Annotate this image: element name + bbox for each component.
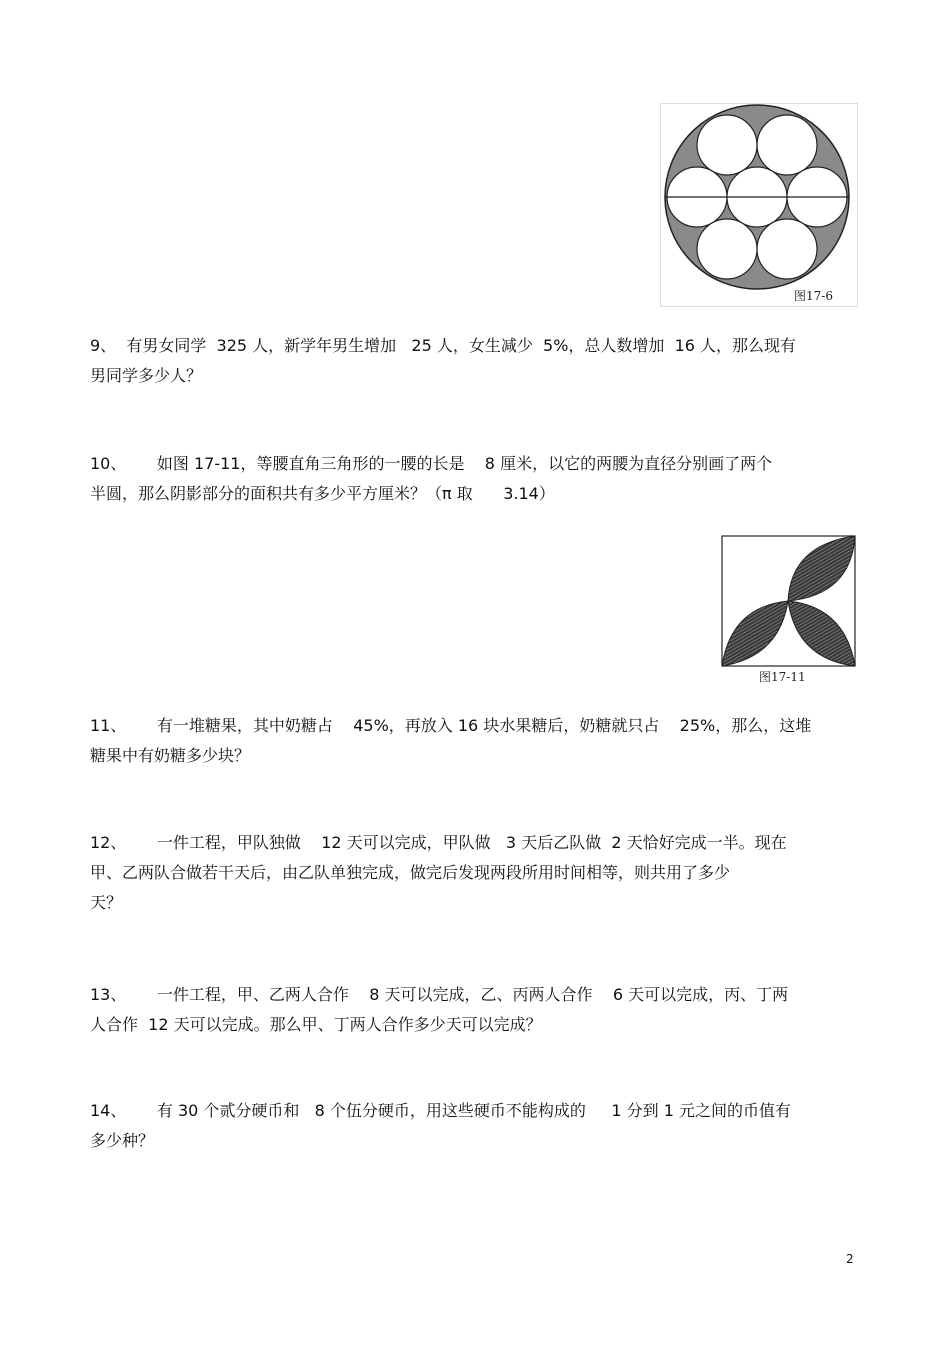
question-14-line-1: 14、 有 30 个贰分硬币和 8 个伍分硬币，用这些硬币不能构成的 1 分到 1 元之间的币值有	[90, 1101, 791, 1120]
figure-17-6-drawing	[660, 103, 858, 307]
question-11-line-1: 11、 有一堆糖果，其中奶糖占 45%，再放入 16 块水果糖后，奶糖就只占 25%，那么，这堆	[90, 716, 812, 735]
question-10	[90, 449, 860, 509]
question-13-line-2: 人合作 12 天可以完成。那么甲、丁两人合作多少天可以完成？	[90, 1015, 542, 1034]
question-13	[90, 980, 860, 1040]
question-13-line-1: 13、 一件工程，甲、乙两人合作 8 天可以完成，乙、丙两人合作 6 天可以完成，丙、丁两	[90, 985, 789, 1004]
page-number: 2	[846, 1252, 854, 1266]
figure-17-11-drawing	[721, 535, 858, 685]
figure-17-6-caption: 图17-6	[794, 289, 833, 303]
question-11	[90, 711, 860, 771]
figure-17-11	[721, 535, 858, 685]
question-14	[90, 1096, 860, 1156]
figure-17-11-caption: 图17-11	[759, 670, 806, 684]
question-12-line-2: 甲、乙两队合做若干天后，由乙队单独完成，做完后发现两段所用时间相等，则共用了多少	[90, 863, 731, 882]
question-9-line-2: 男同学多少人？	[90, 366, 203, 385]
question-12-line-1: 12、 一件工程，甲队独做 12 天可以完成，甲队做 3 天后乙队做 2 天恰好完成一半。现在	[90, 833, 787, 852]
figure-17-6	[660, 103, 858, 307]
question-9	[90, 331, 860, 391]
question-10-line-1: 10、 如图 17-11，等腰直角三角形的一腰的长是 8 厘米，以它的两腰为直径分别画了两个	[90, 454, 773, 473]
question-12-line-3: 天？	[90, 893, 123, 912]
question-9-line-1: 9、 有男女同学 325 人，新学年男生增加 25 人，女生减少 5%，总人数增加 16 人，那么现有	[90, 336, 797, 355]
question-14-line-2: 多少种？	[90, 1131, 155, 1150]
question-12	[90, 828, 860, 918]
question-11-line-2: 糖果中有奶糖多少块？	[90, 746, 251, 765]
question-10-line-2: 半圆，那么阴影部分的面积共有多少平方厘米？（π 取 3.14）	[90, 484, 555, 503]
